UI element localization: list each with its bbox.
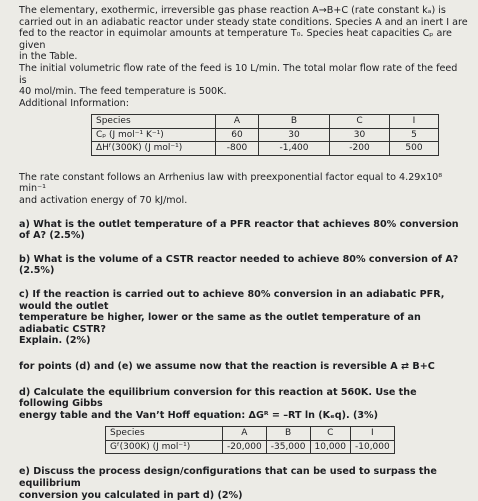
table-cell: B: [266, 427, 310, 441]
table-cell: B: [259, 115, 330, 129]
question-e-line: e) Discuss the process design/configurations that can be used to surpass the equilibrium: [19, 466, 437, 489]
question-c: [19, 289, 468, 347]
table-cell: Cₚ (J mol⁻¹ K⁻¹): [92, 128, 216, 142]
question-b: b) What is the volume of a CSTR reactor needed to achieve 80% conversion of A? (2.5%): [19, 253, 459, 277]
table-cell: I: [390, 115, 439, 129]
table-cell: A: [216, 115, 259, 129]
table-cell: Species: [106, 427, 223, 441]
table-cell: C: [330, 115, 390, 129]
table-cell: -800: [216, 142, 259, 156]
question-c-line: c) If the reaction is carried out to achieve 80% conversion in an adiabatic PFR, would the outlet: [19, 289, 445, 312]
intro-line: The initial volumetric flow rate of the feed is 10 L/min. The total molar flow rate of the feed is: [19, 62, 458, 86]
question-e-line: conversion you calculated in part d) (2%): [19, 489, 243, 501]
table-cell: ΔHᶠ(300K) (J mol⁻¹): [92, 142, 216, 156]
table-cell: I: [351, 427, 395, 441]
question-d-line: energy table and the Van’t Hoff equation: ΔGᴿ = –RT ln (Kₑq). (3%): [19, 409, 379, 421]
intro-line: carried out in an adiabatic reactor under steady state conditions. Species A and an inert I are: [19, 16, 468, 28]
table-cell: C: [310, 427, 351, 441]
intro-line: 40 mol/min. The feed temperature is 500K.: [19, 86, 227, 98]
table-cell: A: [223, 427, 267, 441]
rate-line: The rate constant follows an Arrhenius law with preexponential factor equal to 4.29x10⁸ min⁻¹: [19, 171, 443, 195]
question-e: [19, 466, 468, 501]
table-cell: 10,000: [310, 440, 351, 454]
table-header-row: [106, 427, 395, 441]
table-cell: Gᶠ(300K) (J mol⁻¹): [106, 440, 223, 454]
table-cell: -20,000: [223, 440, 267, 454]
question-c-line: Explain. (2%): [19, 335, 91, 347]
intro-line: in the Table.: [19, 51, 78, 63]
table-cell: -200: [330, 142, 390, 156]
problem-intro: [19, 5, 468, 109]
table-cell: -1,400: [259, 142, 330, 156]
intro-line: fed to the reactor in equimolar amounts at temperature T₀. Species heat capacities Cₚ are given: [19, 28, 452, 51]
intro-line: The elementary, exothermic, irreversible gas phase reaction A→B+C (rate constant kₐ) is: [19, 5, 446, 16]
table-row: [92, 128, 439, 142]
table-row: [106, 440, 395, 454]
table-cell: 30: [330, 128, 390, 142]
gibbs-table: [105, 426, 395, 454]
table-cell: 30: [259, 128, 330, 142]
table-cell: 5: [390, 128, 439, 142]
question-a: a) What is the outlet temperature of a PFR reactor that achieves 80% conversion of A? (2.5%): [19, 218, 459, 242]
reversible-note: for points (d) and (e) we assume now that the reaction is reversible A ⇄ B+C: [19, 360, 435, 372]
table-cell: 500: [390, 142, 439, 156]
table-header-row: [92, 115, 439, 129]
table-cell: 60: [216, 128, 259, 142]
question-d: [19, 387, 468, 422]
table-cell: -35,000: [266, 440, 310, 454]
table-cell: -10,000: [351, 440, 395, 454]
intro-line: Additional Information:: [19, 97, 129, 109]
rate-line: and activation energy of 70 kJ/mol.: [19, 195, 188, 207]
table-cell: Species: [92, 115, 216, 129]
question-d-line: d) Calculate the equilibrium conversion for this reaction at 560K. Use the following Gibbs: [19, 386, 417, 410]
heat-capacity-table: [91, 114, 439, 156]
rate-info: [19, 172, 468, 207]
question-c-line: temperature be higher, lower or the same as the outlet temperature of an adiabatic CSTR?: [19, 312, 421, 335]
table-row: [92, 142, 439, 156]
